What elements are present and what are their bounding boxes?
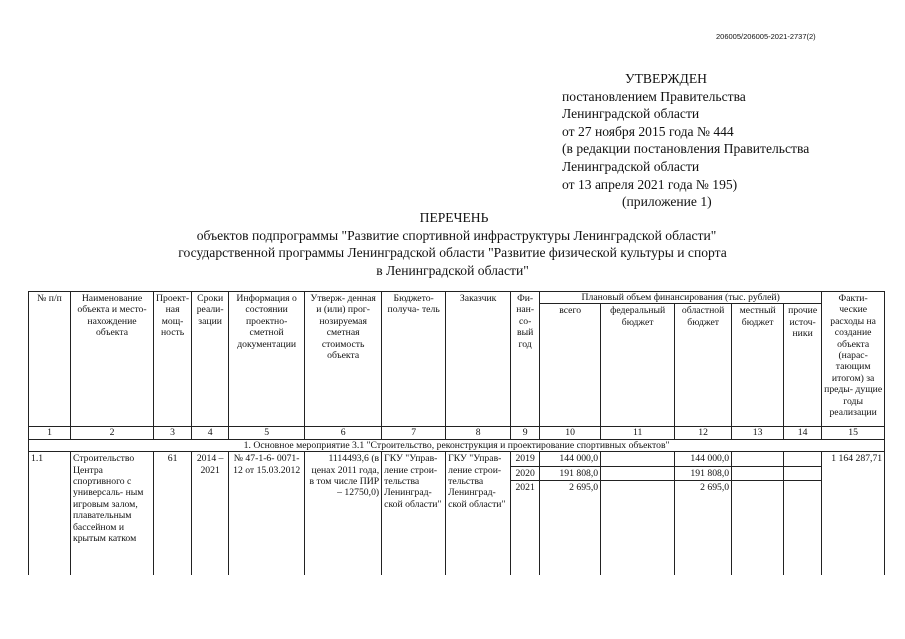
approved-line: от 27 ноября 2015 года № 444 — [562, 123, 734, 139]
column-number: 3 — [154, 427, 192, 439]
header-federal: федеральный бюджет — [601, 304, 675, 427]
column-numbers-row — [29, 427, 885, 439]
row-total: 191 808,0 — [540, 466, 601, 480]
column-number: 15 — [822, 427, 885, 439]
row-other — [784, 452, 822, 466]
column-number: 1 — [29, 427, 71, 439]
header-other: прочие источ- ники — [784, 304, 822, 427]
row-regional: 144 000,0 — [675, 452, 732, 466]
row-local — [732, 466, 784, 480]
row-other — [784, 481, 822, 575]
header-capacity: Проект- ная мощ- ность — [154, 292, 192, 427]
row-capacity: 61 — [154, 452, 192, 575]
column-number: 10 — [540, 427, 601, 439]
row-year: 2019 — [511, 452, 540, 466]
title-line: в Ленинградской области" — [376, 262, 529, 278]
row-regional: 2 695,0 — [675, 481, 732, 575]
objects-table — [28, 291, 885, 575]
header-customer: Заказчик — [446, 292, 511, 427]
header-recipient: Бюджето- получа- тель — [382, 292, 446, 427]
header-cost: Утверж- денная и (или) прог- нозируемая сметная стоимость объекта — [305, 292, 382, 427]
header-actual: Факти- ческие расходы на создание объекта (нарас- тающим итогом) за преды- дущие годы реализации — [822, 292, 885, 427]
column-number: 2 — [71, 427, 154, 439]
row-name: Строительство Центра спортивного с универсаль- ным игровым залом, плавательным бассейном и крытым катком — [71, 452, 154, 575]
row-total: 144 000,0 — [540, 452, 601, 466]
row-year: 2021 — [511, 481, 540, 575]
column-number: 7 — [382, 427, 446, 439]
column-number: 14 — [784, 427, 822, 439]
row-federal — [601, 481, 675, 575]
header-year: Фи- нан- со- вый год — [511, 292, 540, 427]
row-year: 2020 — [511, 466, 540, 480]
row-federal — [601, 466, 675, 480]
header-num: № п/п — [29, 292, 71, 427]
document-title — [0, 209, 905, 279]
row-other — [784, 466, 822, 480]
approved-line: (в редакции постановления Правительства — [562, 141, 810, 157]
approved-line: постановлением Правительства — [562, 88, 746, 104]
document-number: 206005/206005-2021-2737(2) — [716, 32, 816, 41]
title-line: объектов подпрограммы "Развитие спортивной инфраструктуры Ленинградской области" — [196, 227, 717, 243]
approved-line: Ленинградской области — [562, 158, 700, 174]
column-number: 6 — [305, 427, 382, 439]
row-num: 1.1 — [29, 452, 71, 575]
header-regional: областной бюджет — [675, 304, 732, 427]
approved-line: от 13 апреля 2021 года № 195) — [562, 176, 738, 192]
row-local — [732, 452, 784, 466]
column-number: 12 — [675, 427, 732, 439]
row-total: 2 695,0 — [540, 481, 601, 575]
row-terms: 2014 – 2021 — [192, 452, 229, 575]
header-total: всего — [540, 304, 601, 427]
table-row — [29, 452, 885, 466]
row-regional: 191 808,0 — [675, 466, 732, 480]
row-docs: № 47-1-6- 0071-12 от 15.03.2012 — [229, 452, 305, 575]
column-number: 9 — [511, 427, 540, 439]
row-cost: 1114493,6 (в ценах 2011 года, в том числе ПИР – 12750,0) — [305, 452, 382, 575]
section-title: 1. Основное мероприятие 3.1 "Строительство, реконструкция и проектирование спортивных объектов" — [29, 439, 885, 451]
header-name: Наименование объекта и место- нахождение объекта — [71, 292, 154, 427]
row-customer: ГКУ "Управ- ление строи- тельства Ленинград- ской области" — [446, 452, 511, 575]
row-recipient: ГКУ "Управ- ление строи- тельства Ленинград- ской области" — [382, 452, 446, 575]
row-federal — [601, 452, 675, 466]
approved-line: (приложение 1) — [622, 194, 712, 210]
header-plan-group: Плановый объем финансирования (тыс. рублей) — [540, 292, 822, 304]
title-heading: ПЕРЕЧЕНЬ — [419, 210, 489, 225]
row-actual: 1 164 287,71 — [822, 452, 885, 575]
title-line: государственной программы Ленинградской области "Развитие физической культуры и спорта — [178, 245, 727, 261]
approval-stamp — [562, 70, 809, 211]
header-docs: Информация о состоянии проектно- сметной документации — [229, 292, 305, 427]
header-local: местный бюджет — [732, 304, 784, 427]
column-number: 4 — [192, 427, 229, 439]
row-local — [732, 481, 784, 575]
column-number: 11 — [601, 427, 675, 439]
approved-line: УТВЕРЖДЕН — [625, 71, 707, 86]
approved-line: Ленинградской области — [562, 106, 700, 122]
column-number: 13 — [732, 427, 784, 439]
column-number: 5 — [229, 427, 305, 439]
column-number: 8 — [446, 427, 511, 439]
header-terms: Сроки реали- зации — [192, 292, 229, 427]
